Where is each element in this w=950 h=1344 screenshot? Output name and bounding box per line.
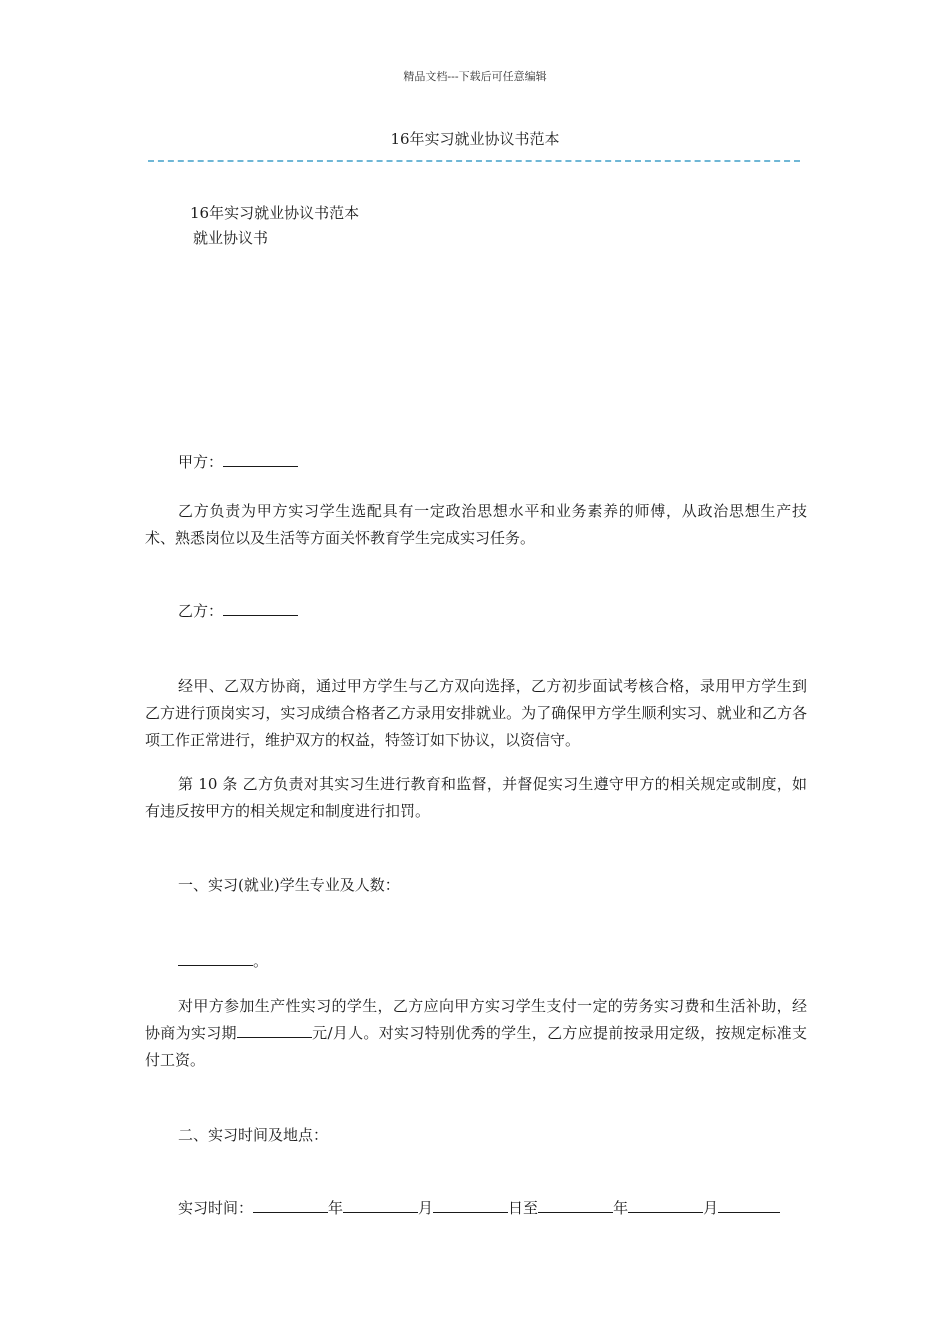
- party-a-blank: [223, 452, 298, 467]
- start-day-blank: [433, 1198, 508, 1213]
- blank-line: [178, 951, 268, 971]
- allowance-amount-blank: [237, 1023, 312, 1038]
- internship-time-line: [178, 1198, 780, 1218]
- end-month-blank: [628, 1198, 703, 1213]
- paragraph-mentor: 乙方负责为甲方实习学生选配具有一定政治思想水平和业务素养的师傅，从政治思想生产技术、熟悉岗位以及生活等方面关怀教育学生完成实习任务。: [145, 502, 807, 547]
- paragraph-article-10: 第 10 条 乙方负责对其实习生进行教育和监督，并督促实习生遵守甲方的相关规定或制度，如有违反按甲方的相关规定和制度进行扣罚。: [145, 775, 807, 820]
- document-title: 16年实习就业协议书范本: [390, 130, 560, 148]
- start-month-blank: [343, 1198, 418, 1213]
- allowance-text-before: 对甲方参加生产性实习的学生，乙方应向甲方实习学生支付一定的劳务实习费和生活补助，经协商为实习期: [145, 997, 807, 1042]
- section-2-heading: 二、实习时间及地点：: [178, 1126, 329, 1144]
- day-to-unit: 日至: [508, 1199, 539, 1217]
- section-1-heading: 一、实习(就业)学生专业及人数：: [178, 876, 400, 894]
- year-unit-2: 年: [613, 1199, 629, 1217]
- year-unit: 年: [328, 1199, 344, 1217]
- watermark-text: 精品文档---下载后可任意编辑: [403, 70, 547, 83]
- party-b-blank: [223, 601, 298, 616]
- major-count-blank: [178, 951, 253, 966]
- month-unit-2: 月: [703, 1199, 719, 1217]
- start-year-blank: [253, 1198, 328, 1213]
- month-unit: 月: [418, 1199, 434, 1217]
- party-a-label: 甲方：: [178, 453, 224, 471]
- party-a-line: [178, 452, 298, 472]
- party-b-label: 乙方：: [178, 602, 224, 620]
- paragraph-allowance: [145, 993, 807, 1074]
- party-b-line: [178, 601, 298, 621]
- dashed-divider: [148, 160, 800, 162]
- intro-subtitle: 就业协议书: [193, 229, 269, 247]
- blank-line-suffix: 。: [253, 952, 269, 970]
- end-day-blank: [718, 1198, 780, 1213]
- allowance-text-after: 元/月人。对实习特别优秀的学生，乙方应提前按录用定级，按规定标准支付工资。: [145, 1024, 807, 1069]
- intro-title: 16年实习就业协议书范本: [190, 204, 360, 222]
- time-label: 实习时间：: [178, 1199, 254, 1217]
- end-year-blank: [538, 1198, 613, 1213]
- paragraph-agreement: 经甲、乙双方协商，通过甲方学生与乙方双向选择，乙方初步面试考核合格，录用甲方学生到乙方进行顶岗实习，实习成绩合格者乙方录用安排就业。为了确保甲方学生顺利实习、就业和乙方各项工作正常进行，维护双方的权益，特签订如下协议，以资信守。: [145, 677, 807, 749]
